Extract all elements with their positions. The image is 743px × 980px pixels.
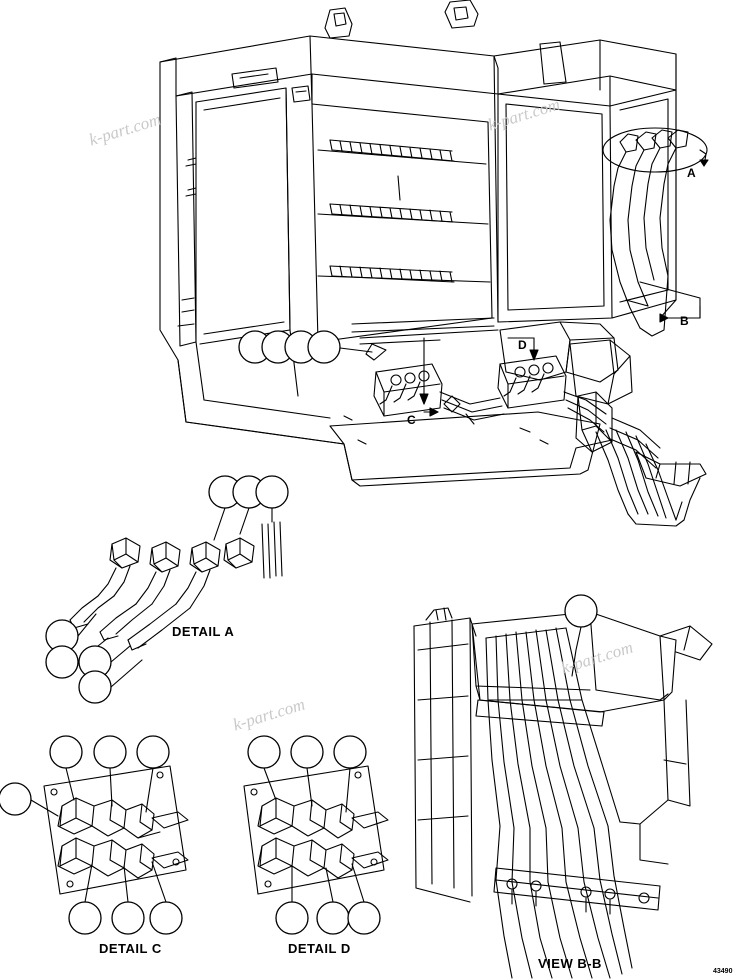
watermark: k-part.com	[485, 94, 563, 135]
callout-bubble	[46, 646, 78, 678]
detail-c-drawing	[31, 766, 188, 902]
callout-bubble	[276, 902, 308, 934]
callout-bubble	[79, 671, 111, 703]
callout-bubble	[69, 902, 101, 934]
callout-bubble	[317, 902, 349, 934]
callout-bubble	[137, 736, 169, 768]
caption-detail-d: DETAIL D	[288, 941, 351, 956]
terminal-block-c	[374, 364, 442, 416]
connector-cluster-a	[603, 128, 707, 336]
section-letter-d: D	[518, 338, 527, 352]
watermark: k-part.com	[230, 694, 308, 735]
caption-detail-a: DETAIL A	[172, 624, 235, 639]
callout-bubble	[0, 783, 31, 815]
section-letter-a: A	[687, 166, 696, 180]
watermark: k-part.com	[86, 109, 164, 150]
callout-bubble	[334, 736, 366, 768]
detail-d-drawing	[244, 766, 388, 902]
callout-bubble	[50, 736, 82, 768]
callout-bubble	[112, 902, 144, 934]
caption-view-bb: VIEW B-B	[538, 956, 602, 971]
callout-bubble	[94, 736, 126, 768]
terminal-block-d	[498, 356, 566, 408]
callout-bubble	[348, 902, 380, 934]
callout-bubble	[308, 331, 340, 363]
main-callout-leaders	[340, 344, 386, 360]
section-letter-c: C	[407, 413, 416, 427]
figure-number: 43490	[713, 968, 733, 975]
section-letter-b: B	[680, 314, 689, 328]
watermark: k-part.com	[558, 637, 636, 678]
callout-bubble	[150, 902, 182, 934]
caption-detail-c: DETAIL C	[99, 941, 162, 956]
callout-bubble	[565, 595, 597, 627]
callout-bubble	[291, 736, 323, 768]
callout-bubble	[248, 736, 280, 768]
callout-bubble	[256, 476, 288, 508]
main-assembly-outline	[160, 0, 676, 486]
